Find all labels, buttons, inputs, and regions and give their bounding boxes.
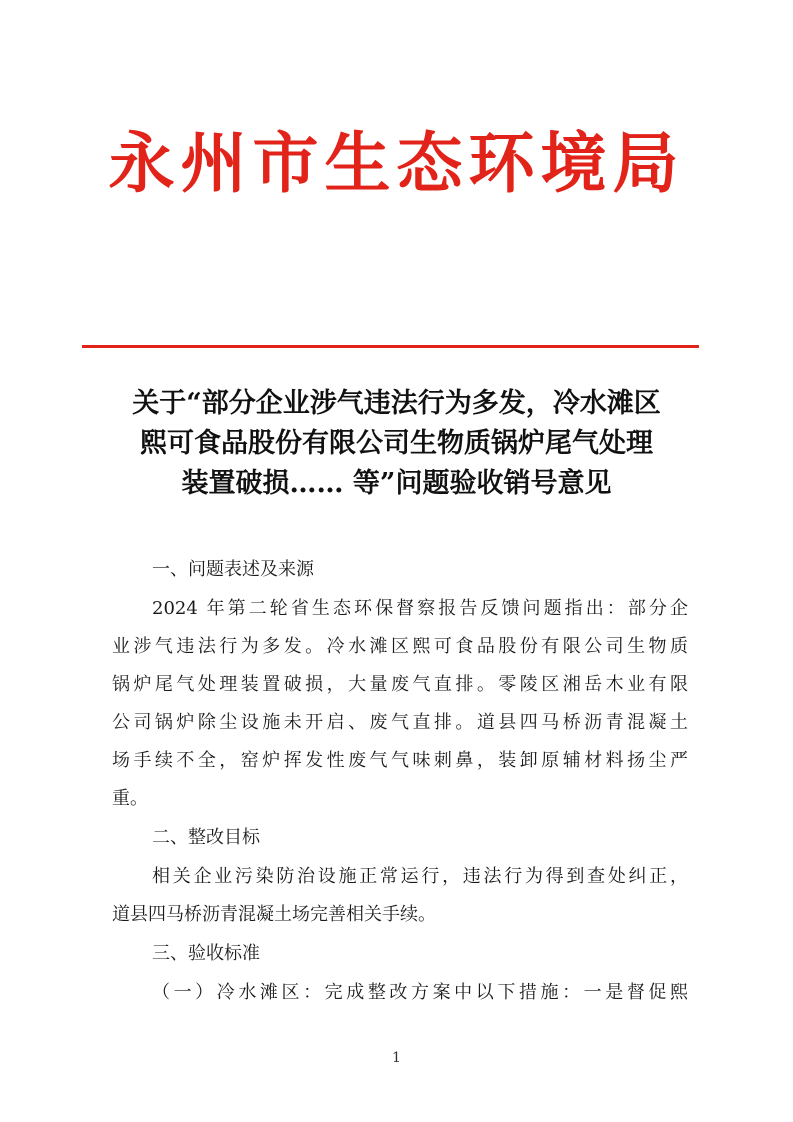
- text-line: 业涉气违法行为多发。冷水滩区熙可食品股份有限公司生物质: [112, 636, 688, 657]
- paragraph-goal: [112, 858, 688, 934]
- title-line: 熙可食品股份有限公司生物质锅炉尾气处理: [140, 428, 653, 459]
- text-line: （一）冷水滩区：完成整改方案中以下措施：一是督促熙: [152, 982, 688, 1003]
- text-line: 2024 年第二轮省生态环保督察报告反馈问题指出：部分企: [152, 598, 688, 619]
- title-line: 装置破损…… 等”问题验收销号意见: [181, 468, 612, 499]
- section-heading-goal: 二、整改目标: [152, 827, 260, 848]
- title-line: 关于“部分企业涉气违法行为多发，冷水滩区: [132, 388, 661, 419]
- paragraph-standard: [112, 974, 688, 1012]
- text-line: 相关企业污染防治设施正常运行，违法行为得到查处纠正，: [152, 866, 688, 887]
- page-number: 1: [392, 1050, 401, 1066]
- text-line: 重。: [112, 788, 148, 809]
- text-line: 锅炉尾气处理装置破损，大量废气直排。零陵区湘岳木业有限: [112, 674, 688, 695]
- section-heading-standard: 三、验收标准: [152, 943, 260, 964]
- document-title: [80, 384, 713, 504]
- red-header-rule: [82, 345, 699, 348]
- section-heading-problem: 一、问题表述及来源: [152, 559, 314, 580]
- paragraph-problem: [112, 590, 688, 818]
- text-line: 道县四马桥沥青混凝土场完善相关手续。: [112, 904, 436, 925]
- text-line: 场手续不全，窑炉挥发性废气气味刺鼻，装卸原辅材料扬尘严: [112, 750, 688, 771]
- text-line: 公司锅炉除尘设施未开启、废气直排。道县四马桥沥青混凝土: [112, 712, 688, 733]
- agency-masthead: 永州市生态环境局: [108, 124, 685, 202]
- document-body: [112, 550, 688, 1012]
